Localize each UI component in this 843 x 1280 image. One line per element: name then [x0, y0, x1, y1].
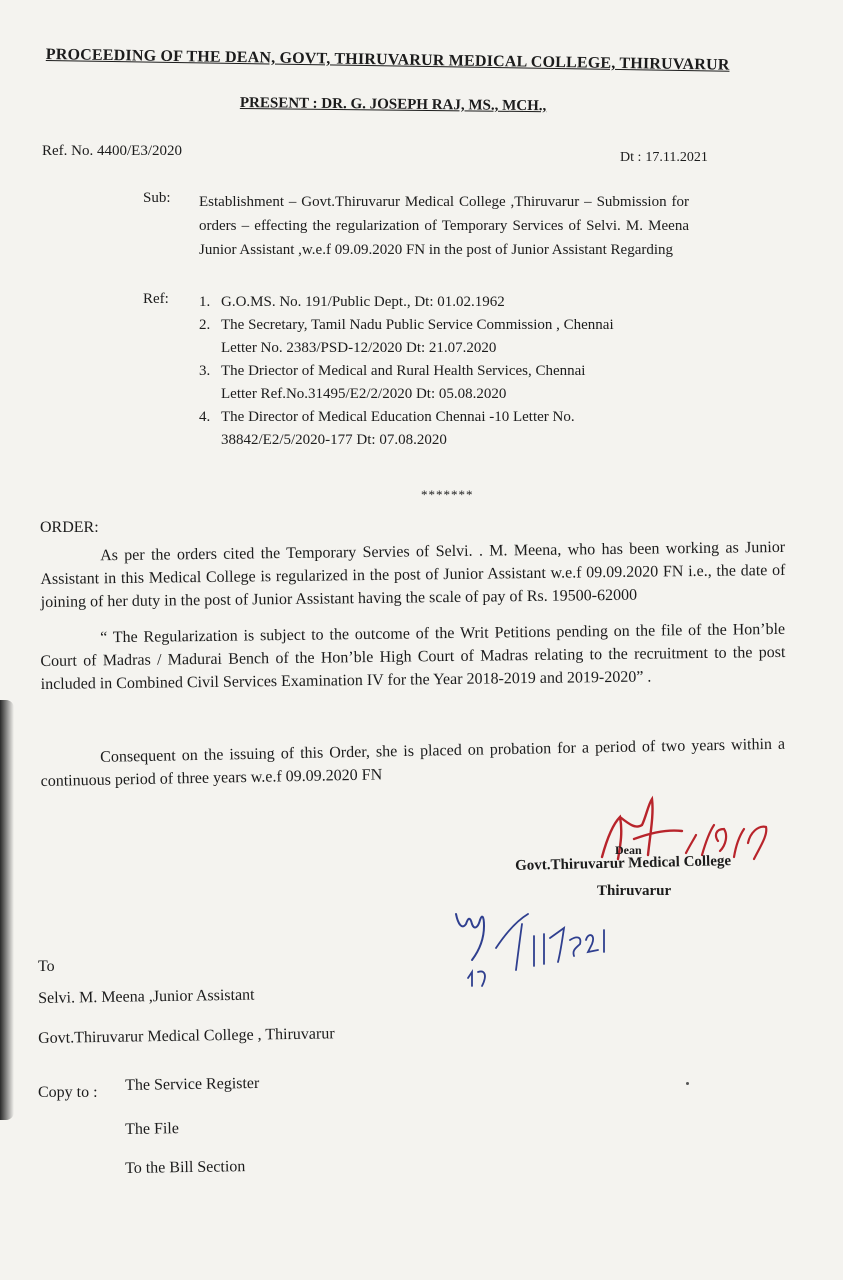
references-list — [199, 291, 689, 452]
reference-item-line: G.O.MS. No. 191/Public Dept., Dt: 01.02.1962 — [221, 294, 505, 310]
subject-text: Establishment – Govt.Thiruvarur Medical College ,Thiruvarur – Submission for orders – effecting the regularization of Temporary Services of Selvi. M. Meena Junior Assistant ,w.e.f 09.09.2020 FN in the post of Junior Assistant Regarding — [199, 194, 689, 258]
subject-label: Sub: — [143, 190, 171, 206]
recipient-address: Govt.Thiruvarur Medical College , Thiruvarur — [38, 1025, 335, 1047]
reference-item — [199, 360, 689, 406]
reference-item — [199, 314, 689, 360]
reference-item — [199, 291, 689, 314]
present-line: PRESENT : DR. G. JOSEPH RAJ, MS., MCH., — [239, 95, 547, 115]
order-paragraph-1: As per the orders cited the Temporary Servies of Selvi. . M. Meena, who has been working as Junior Assistant in this Medical College is regularized in the post of Junior Assistant w.e.f 09.09.2020 FN i.e., the date of joining of her duty in the post of Junior Assistant having the scale of pay of Rs. 19500-62000 — [40, 538, 786, 611]
reference-item-line: The Director of Medical Education Chennai -10 Letter No. — [221, 409, 575, 425]
copy-recipient: The Service Register — [125, 1074, 260, 1094]
document-date — [620, 150, 708, 166]
reference-item-number: 4. — [199, 409, 211, 425]
reference-item-line: The Secretary, Tamil Nadu Public Service Commission , Chennai — [221, 317, 614, 333]
references-label: Ref: — [143, 291, 169, 307]
section-separator: ******* — [421, 487, 474, 502]
page-edge-shadow — [0, 700, 14, 1120]
order-paragraph-3: Consequent on the issuing of this Order, she is placed on probation for a period of two years within a continuous period of three years w.e.f 09.09.2020 FN — [40, 735, 786, 790]
reference-item-continuation: Letter Ref.No.31495/E2/2/2020 Dt: 05.08.2020 — [221, 386, 507, 402]
reference-item-line: The Driector of Medical and Rural Health Services, Chennai — [221, 363, 586, 379]
signatory-city: Thiruvarur — [597, 883, 672, 899]
dean-label: Dean — [615, 843, 642, 857]
signatory-block — [515, 853, 732, 900]
reference-item-number: 1. — [199, 294, 211, 310]
order-paragraph-2: “ The Regularization is subject to the outcome of the Writ Petitions pending on the file of the Hon’ble Court of Madras / Madurai Bench of the Hon’ble High Court of Madras relating to the recruitment to the post included in Combined Civil Services Examination IV for the Year 2018-2019 and 2019-2020” . — [40, 620, 786, 693]
document-title: PROCEEDING OF THE DEAN, GOVT, THIRUVARUR MEDICAL COLLEGE, THIRUVARUR — [45, 46, 730, 74]
to-label: To — [38, 958, 55, 975]
reference-item-number: 3. — [199, 363, 211, 379]
reference-item-continuation: Letter No. 2383/PSD-12/2020 Dt: 21.07.2020 — [221, 340, 497, 356]
recipient-name: Selvi. M. Meena ,Junior Assistant — [38, 986, 255, 1007]
reference-item-number: 2. — [199, 317, 211, 333]
reference-item-continuation: 38842/E2/5/2020-177 Dt: 07.08.2020 — [221, 432, 447, 448]
copy-recipient: To the Bill Section — [125, 1158, 246, 1177]
order-heading: ORDER: — [40, 519, 99, 536]
reference-number: Ref. No. 4400/E3/2020 — [42, 143, 182, 159]
date-prefix: Dt : — [620, 150, 642, 165]
signatory-college: Govt.Thiruvarur Medical College — [515, 853, 732, 874]
copy-to-label: Copy to : — [38, 1084, 98, 1101]
date-value: 17.11.2021 — [645, 150, 708, 165]
paper-speck — [686, 1082, 689, 1085]
copy-recipient: The File — [125, 1120, 180, 1138]
reference-item — [199, 406, 689, 452]
initial-signature-mark — [448, 900, 618, 990]
